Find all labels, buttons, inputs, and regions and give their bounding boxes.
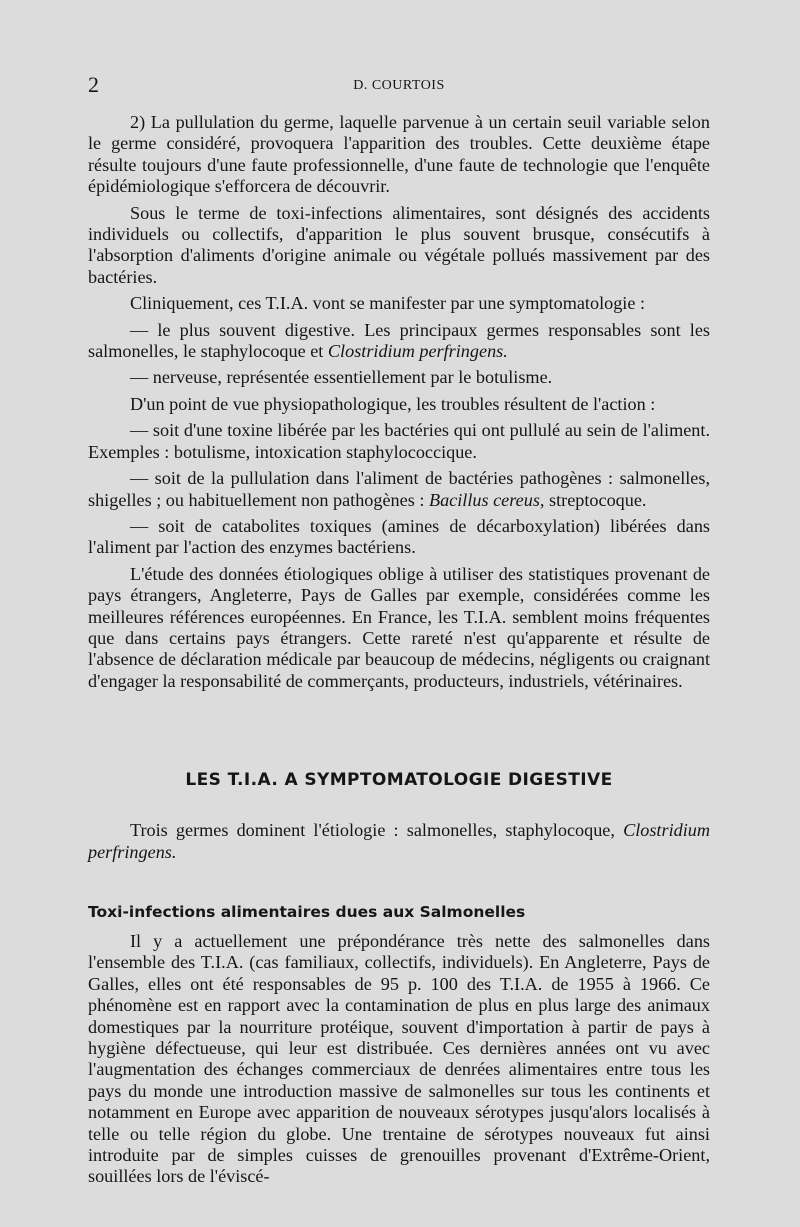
paragraph-text: — soit de la pullulation dans l'aliment de bactéries pathogènes : salmonelles, shigelles ; ou habituellement non pathogènes : [88, 468, 710, 510]
paragraph: — soit de catabolites toxiques (amines de décarboxylation) libérées dans l'aliment par l'action des enzymes bactériens. [88, 515, 710, 558]
section-intro [88, 820, 710, 863]
paragraph: 2) La pullulation du germe, laquelle parvenue à un certain seuil variable selon le germe considéré, provoquera l'apparition des troubles. Cette deuxième étape résulte toujours d'une faute professionnelle, d'une faute de technologie que l'enquête épidémiologique s'efforcera de découvrir. [88, 112, 710, 197]
body-text [88, 112, 710, 692]
paragraph: L'étude des données étiologiques oblige à utiliser des statistiques provenant de pays étrangers, Angleterre, Pays de Galles par exemple, considérées comme les meilleures références européennes. En France, les T.I.A. semblent moins fréquentes que dans certains pays étrangers. Cette rareté n'est qu'apparente et résulte de l'absence de déclaration médicale par beaucoup de médecins, négligents ou craignant d'engager la responsabilité de commerçants, producteurs, industriels, vétérinaires. [88, 563, 710, 691]
italic-term: Clostridium perfringens. [327, 341, 508, 362]
italic-term: Bacillus cereus, [428, 489, 545, 510]
paragraph-text: Trois germes dominent l'étiologie : salmonelles, staphylocoque, [130, 820, 624, 841]
italic-term: Clostridium perfringens. [88, 820, 710, 862]
paragraph: Il y a actuellement une prépondérance très nette des salmonelles dans l'ensemble des T.I.A. (cas familiaux, collectifs, individuels). En Angleterre, Pays de Galles, elles ont été responsables de 95 p. 100 des T.I.A. de 1955 à 1966. Ce phénomène est en rapport avec la contamination de plus en plus large des animaux domestiques par la nourriture protéique, souvent d'importation à partir de pays à hygiène défectueuse, qui leur est distribuée. Ces dernières années ont vu avec l'augmentation des échanges commerciaux de denrées alimentaires entre tous les pays du monde une introduction massive de salmonelles sur tous les continents et notamment en Europe avec apparition de nouveaux sérotypes jusqu'alors localisés à telle ou telle région du globe. Une trentaine de sérotypes nouveaux fut ainsi introduite par de simples cuisses de grenouilles provenant d'Extrême-Orient, souillées lors de l'éviscé- [88, 930, 710, 1187]
paragraph [88, 468, 710, 511]
paragraph: — nerveuse, représentée essentiellement par le botulisme. [130, 367, 553, 388]
running-head: D. COURTOIS [353, 78, 445, 93]
paragraph: Sous le terme de toxi-infections alimentaires, sont désignés des accidents individuels ou collectifs, d'apparition le plus souvent brusque, consécutifs à l'absorption d'aliments d'origine animale ou végétale pollués massivement par des bactéries. [88, 202, 710, 287]
sub-heading: Toxi-infections alimentaires dues aux Salmonelles [88, 902, 526, 921]
paragraph: Cliniquement, ces T.I.A. vont se manifester par une symptomatologie : [130, 293, 646, 314]
paragraph-text: streptocoque. [544, 489, 647, 510]
paragraph [88, 820, 710, 863]
paragraph: D'un point de vue physiopathologique, les troubles résultent de l'action : [130, 393, 656, 414]
page-header [88, 72, 710, 112]
final-section-text [88, 931, 710, 1188]
paragraph: — soit d'une toxine libérée par les bactéries qui ont pullulé au sein de l'aliment. Exemples : botulisme, intoxication staphylococcique. [88, 420, 710, 462]
section-heading: LES T.I.A. A SYMPTOMATOLOGIE DIGESTIVE [185, 770, 613, 791]
paragraph-text: — le plus souvent digestive. Les principaux germes responsables sont les salmonelles, le staphylocoque et [88, 319, 710, 362]
paragraph [88, 320, 710, 363]
page-number: 2 [88, 72, 99, 97]
